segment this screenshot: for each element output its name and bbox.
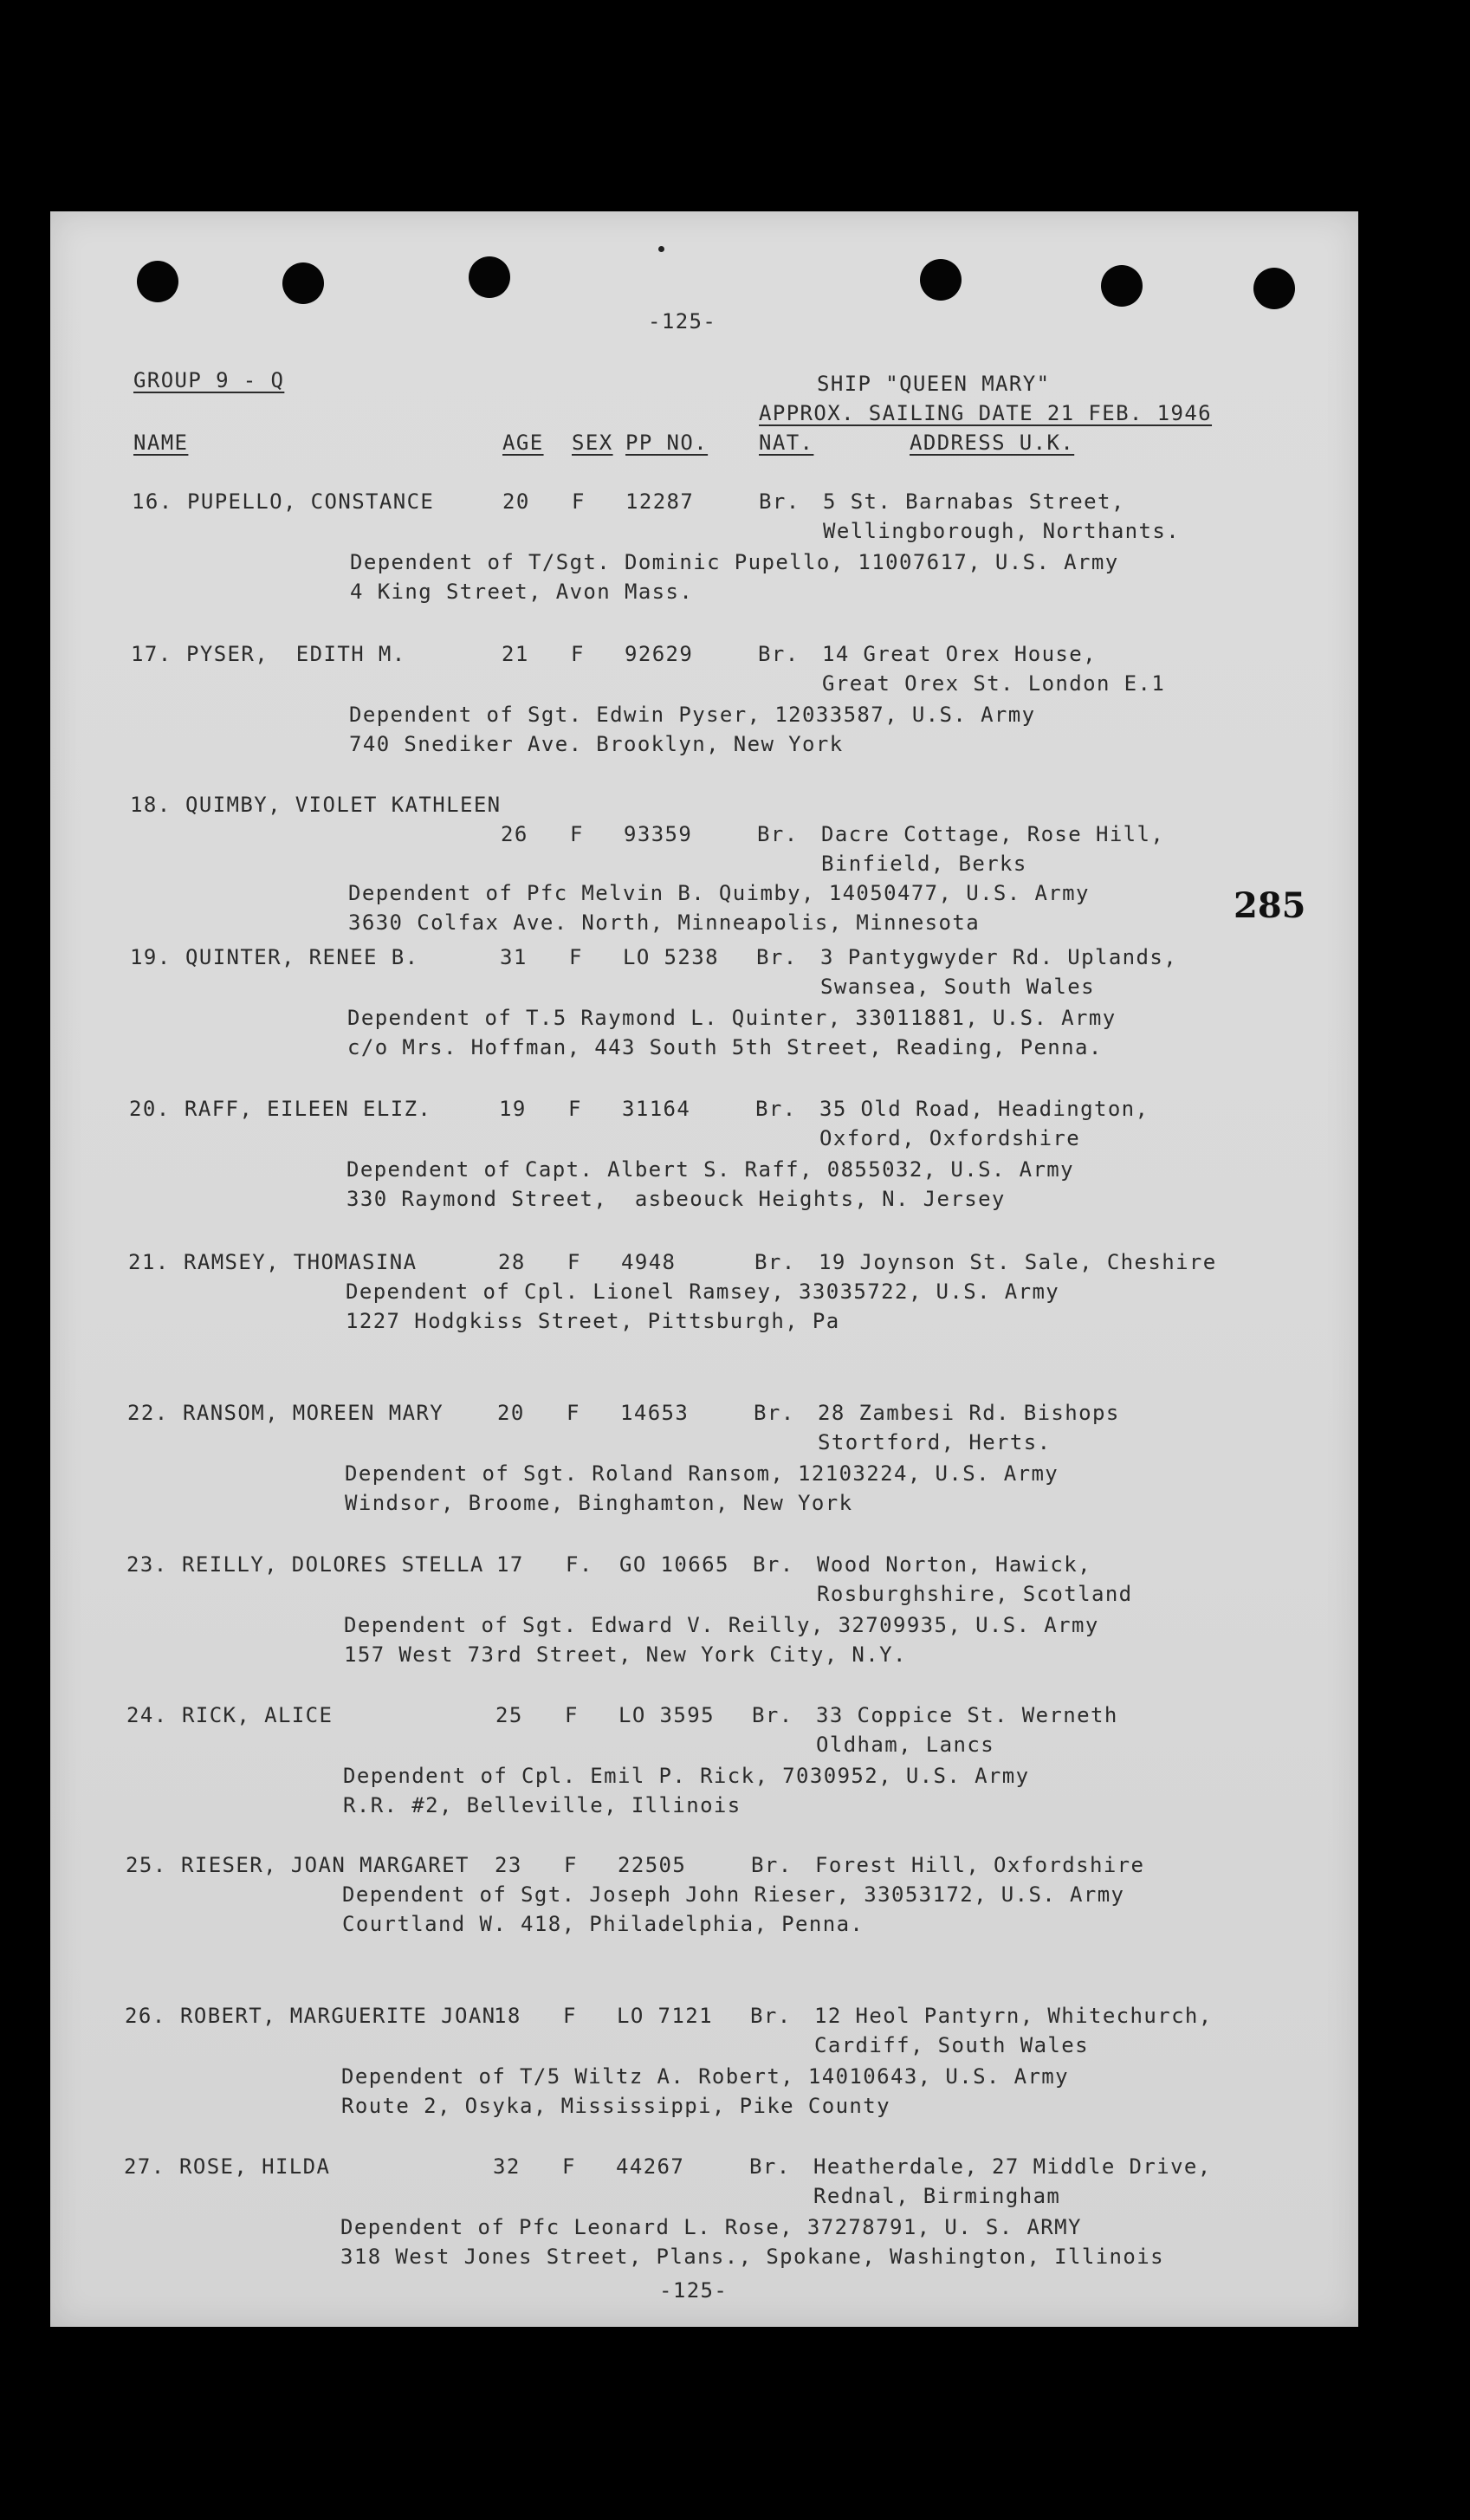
passenger-sex: F: [563, 2004, 577, 2028]
ship-name: SHIP "QUEEN MARY": [817, 372, 1051, 396]
passenger-nationality: Br.: [758, 642, 800, 666]
entry-number: 24.: [126, 1703, 168, 1727]
sponsor-dependent-line: Dependent of Pfc Leonard L. Rose, 37278791, U. S. ARMY: [340, 2215, 1082, 2239]
passenger-sex: F: [571, 642, 585, 666]
ink-dot: [658, 246, 664, 252]
us-home-address: 318 West Jones Street, Plans., Spokane, Washington, Illinois: [340, 2245, 1164, 2269]
uk-address-line-1: Dacre Cottage, Rose Hill,: [821, 822, 1165, 846]
column-header-name: NAME: [133, 431, 189, 455]
passenger-age: 18: [494, 2004, 521, 2028]
passport-number: 4948: [621, 1250, 677, 1274]
column-header-sex: SEX: [572, 431, 613, 455]
passenger-name: QUINTER, RENEE B.: [185, 945, 419, 969]
passenger-name: QUIMBY, VIOLET KATHLEEN: [185, 793, 502, 817]
us-home-address: 157 West 73rd Street, New York City, N.Y.: [344, 1642, 907, 1667]
punch-hole: [469, 256, 510, 298]
archive-stamp-number: 285: [1234, 885, 1306, 926]
uk-address-line-2: Rosburghshire, Scotland: [817, 1582, 1133, 1606]
uk-address-line-1: 35 Old Road, Headington,: [819, 1097, 1149, 1121]
sponsor-dependent-line: Dependent of Cpl. Emil P. Rick, 7030952, U.S. Army: [343, 1764, 1030, 1788]
entry-number: 19.: [130, 945, 172, 969]
sponsor-dependent-line: Dependent of T.5 Raymond L. Quinter, 33011881, U.S. Army: [347, 1006, 1117, 1030]
uk-address-line-2: Oxford, Oxfordshire: [819, 1126, 1081, 1150]
passport-number: 93359: [624, 822, 693, 846]
entry-number: 21.: [128, 1250, 170, 1274]
passport-number: 12287: [625, 489, 695, 514]
passenger-age: 20: [497, 1401, 525, 1425]
passport-number: 14653: [620, 1401, 690, 1425]
uk-address-line-2: Oldham, Lancs: [816, 1733, 995, 1757]
passenger-nationality: Br.: [754, 1250, 796, 1274]
us-home-address: 330 Raymond Street, asbeouck Heights, N. Jersey: [346, 1187, 1006, 1211]
passport-number: GO 10665: [619, 1552, 729, 1577]
passport-number: 44267: [616, 2154, 685, 2179]
column-header-nationality: NAT.: [759, 431, 814, 455]
punch-hole: [1101, 265, 1143, 307]
passenger-nationality: Br.: [756, 945, 798, 969]
passenger-nationality: Br.: [751, 1853, 793, 1877]
passenger-age: 20: [502, 489, 530, 514]
uk-address-line-2: Great Orex St. London E.1: [822, 671, 1166, 696]
entry-number: 22.: [127, 1401, 169, 1425]
passenger-nationality: Br.: [749, 2154, 791, 2179]
us-home-address: 3630 Colfax Ave. North, Minneapolis, Minnesota: [348, 910, 981, 935]
uk-address-line-1: 5 St. Barnabas Street,: [823, 489, 1125, 514]
us-home-address: Route 2, Osyka, Mississippi, Pike County: [341, 2094, 890, 2118]
entry-number: 20.: [129, 1097, 171, 1121]
page-number-top: -125-: [648, 309, 717, 334]
passenger-sex: F: [564, 1853, 578, 1877]
punch-hole: [1253, 268, 1295, 309]
passport-number: 22505: [618, 1853, 687, 1877]
passenger-sex: F.: [566, 1552, 593, 1577]
document-page: [50, 211, 1358, 2327]
passenger-nationality: Br.: [750, 2004, 792, 2028]
uk-address-line-1: 33 Coppice St. Werneth: [816, 1703, 1118, 1727]
uk-address-line-1: 14 Great Orex House,: [822, 642, 1097, 666]
punch-hole: [137, 261, 178, 302]
entry-number: 26.: [125, 2004, 166, 2028]
passenger-name: REILLY, DOLORES STELLA: [182, 1552, 484, 1577]
sponsor-dependent-line: Dependent of T/5 Wiltz A. Robert, 14010643, U.S. Army: [341, 2064, 1070, 2089]
passenger-nationality: Br.: [755, 1097, 797, 1121]
passenger-name: RAFF, EILEEN ELIZ.: [185, 1097, 432, 1121]
passenger-name: PYSER, EDITH M.: [186, 642, 406, 666]
passenger-age: 25: [495, 1703, 523, 1727]
uk-address-line-2: Rednal, Birmingham: [813, 2184, 1061, 2208]
us-home-address: Courtland W. 418, Philadelphia, Penna.: [342, 1912, 865, 1936]
uk-address-line-2: Cardiff, South Wales: [814, 2033, 1089, 2057]
uk-address-line-1: Wood Norton, Hawick,: [817, 1552, 1091, 1577]
passenger-name: ROBERT, MARGUERITE JOAN: [180, 2004, 496, 2028]
uk-address-line-2: Binfield, Berks: [821, 852, 1027, 876]
passenger-age: 31: [500, 945, 528, 969]
column-header-pp-number: PP NO.: [625, 431, 709, 455]
uk-address-line-1: 19 Joynson St. Sale, Cheshire: [819, 1250, 1217, 1274]
entry-number: 27.: [124, 2154, 165, 2179]
punch-hole: [920, 259, 962, 301]
us-home-address: R.R. #2, Belleville, Illinois: [343, 1793, 741, 1817]
passenger-name: ROSE, HILDA: [179, 2154, 331, 2179]
sponsor-dependent-line: Dependent of Sgt. Edward V. Reilly, 32709935, U.S. Army: [344, 1613, 1099, 1637]
passport-number: 31164: [622, 1097, 691, 1121]
passenger-name: PUPELLO, CONSTANCE: [187, 489, 435, 514]
sailing-date: APPROX. SAILING DATE 21 FEB. 1946: [759, 401, 1213, 425]
sponsor-dependent-line: Dependent of Sgt. Joseph John Rieser, 33053172, U.S. Army: [342, 1882, 1125, 1907]
passenger-name: RANSOM, MOREEN MARY: [183, 1401, 444, 1425]
uk-address-line-1: Heatherdale, 27 Middle Drive,: [813, 2154, 1212, 2179]
passenger-age: 26: [501, 822, 528, 846]
uk-address-line-1: 28 Zambesi Rd. Bishops: [818, 1401, 1120, 1425]
passenger-nationality: Br.: [759, 489, 800, 514]
passenger-nationality: Br.: [753, 1552, 794, 1577]
passenger-sex: F: [568, 1097, 582, 1121]
passenger-sex: F: [569, 945, 583, 969]
entry-number: 17.: [131, 642, 172, 666]
sponsor-dependent-line: Dependent of Cpl. Lionel Ramsey, 33035722, U.S. Army: [346, 1279, 1060, 1304]
column-header-address: ADDRESS U.K.: [910, 431, 1075, 455]
entry-number: 23.: [126, 1552, 168, 1577]
sponsor-dependent-line: Dependent of Sgt. Roland Ransom, 12103224, U.S. Army: [345, 1461, 1059, 1486]
passenger-age: 28: [498, 1250, 526, 1274]
passenger-age: 19: [499, 1097, 527, 1121]
passenger-name: RIESER, JOAN MARGARET: [181, 1853, 469, 1877]
passenger-sex: F: [565, 1703, 579, 1727]
passenger-age: 21: [502, 642, 529, 666]
column-header-age: AGE: [502, 431, 544, 455]
sponsor-dependent-line: Dependent of Capt. Albert S. Raff, 0855032, U.S. Army: [346, 1157, 1075, 1182]
us-home-address: 740 Snediker Ave. Brooklyn, New York: [349, 732, 844, 756]
passenger-sex: F: [572, 489, 586, 514]
sponsor-dependent-line: Dependent of Sgt. Edwin Pyser, 12033587, U.S. Army: [349, 703, 1036, 727]
us-home-address: 1227 Hodgkiss Street, Pittsburgh, Pa: [346, 1309, 840, 1333]
entry-number: 16.: [132, 489, 173, 514]
passport-number: LO 3595: [618, 1703, 715, 1727]
punch-hole: [282, 262, 324, 304]
entry-number: 18.: [130, 793, 172, 817]
group-label: GROUP 9 - Q: [133, 368, 285, 392]
uk-address-line-1: 3 Pantygwyder Rd. Uplands,: [820, 945, 1178, 969]
page-number-bottom: -125-: [659, 2278, 729, 2303]
sponsor-dependent-line: Dependent of Pfc Melvin B. Quimby, 14050477, U.S. Army: [348, 881, 1090, 905]
passenger-age: 23: [495, 1853, 522, 1877]
passenger-nationality: Br.: [757, 822, 799, 846]
us-home-address: c/o Mrs. Hoffman, 443 South 5th Street, Reading, Penna.: [347, 1035, 1103, 1059]
passenger-age: 17: [496, 1552, 524, 1577]
passport-number: LO 7121: [617, 2004, 713, 2028]
uk-address-line-1: 12 Heol Pantyrn, Whitechurch,: [814, 2004, 1213, 2028]
passenger-sex: F: [567, 1250, 581, 1274]
us-home-address: 4 King Street, Avon Mass.: [350, 580, 694, 604]
passport-number: LO 5238: [623, 945, 719, 969]
uk-address-line-1: Forest Hill, Oxfordshire: [815, 1853, 1145, 1877]
uk-address-line-2: Swansea, South Wales: [820, 975, 1095, 999]
passenger-nationality: Br.: [752, 1703, 793, 1727]
passenger-name: RAMSEY, THOMASINA: [184, 1250, 418, 1274]
passenger-sex: F: [567, 1401, 580, 1425]
entry-number: 25.: [126, 1853, 167, 1877]
passport-number: 92629: [625, 642, 694, 666]
passenger-sex: F: [570, 822, 584, 846]
uk-address-line-2: Wellingborough, Northants.: [823, 519, 1181, 543]
passenger-name: RICK, ALICE: [182, 1703, 334, 1727]
sponsor-dependent-line: Dependent of T/Sgt. Dominic Pupello, 11007617, U.S. Army: [350, 550, 1119, 574]
passenger-age: 32: [493, 2154, 521, 2179]
passenger-nationality: Br.: [754, 1401, 795, 1425]
passenger-sex: F: [562, 2154, 576, 2179]
us-home-address: Windsor, Broome, Binghamton, New York: [345, 1491, 853, 1515]
uk-address-line-2: Stortford, Herts.: [818, 1430, 1052, 1454]
